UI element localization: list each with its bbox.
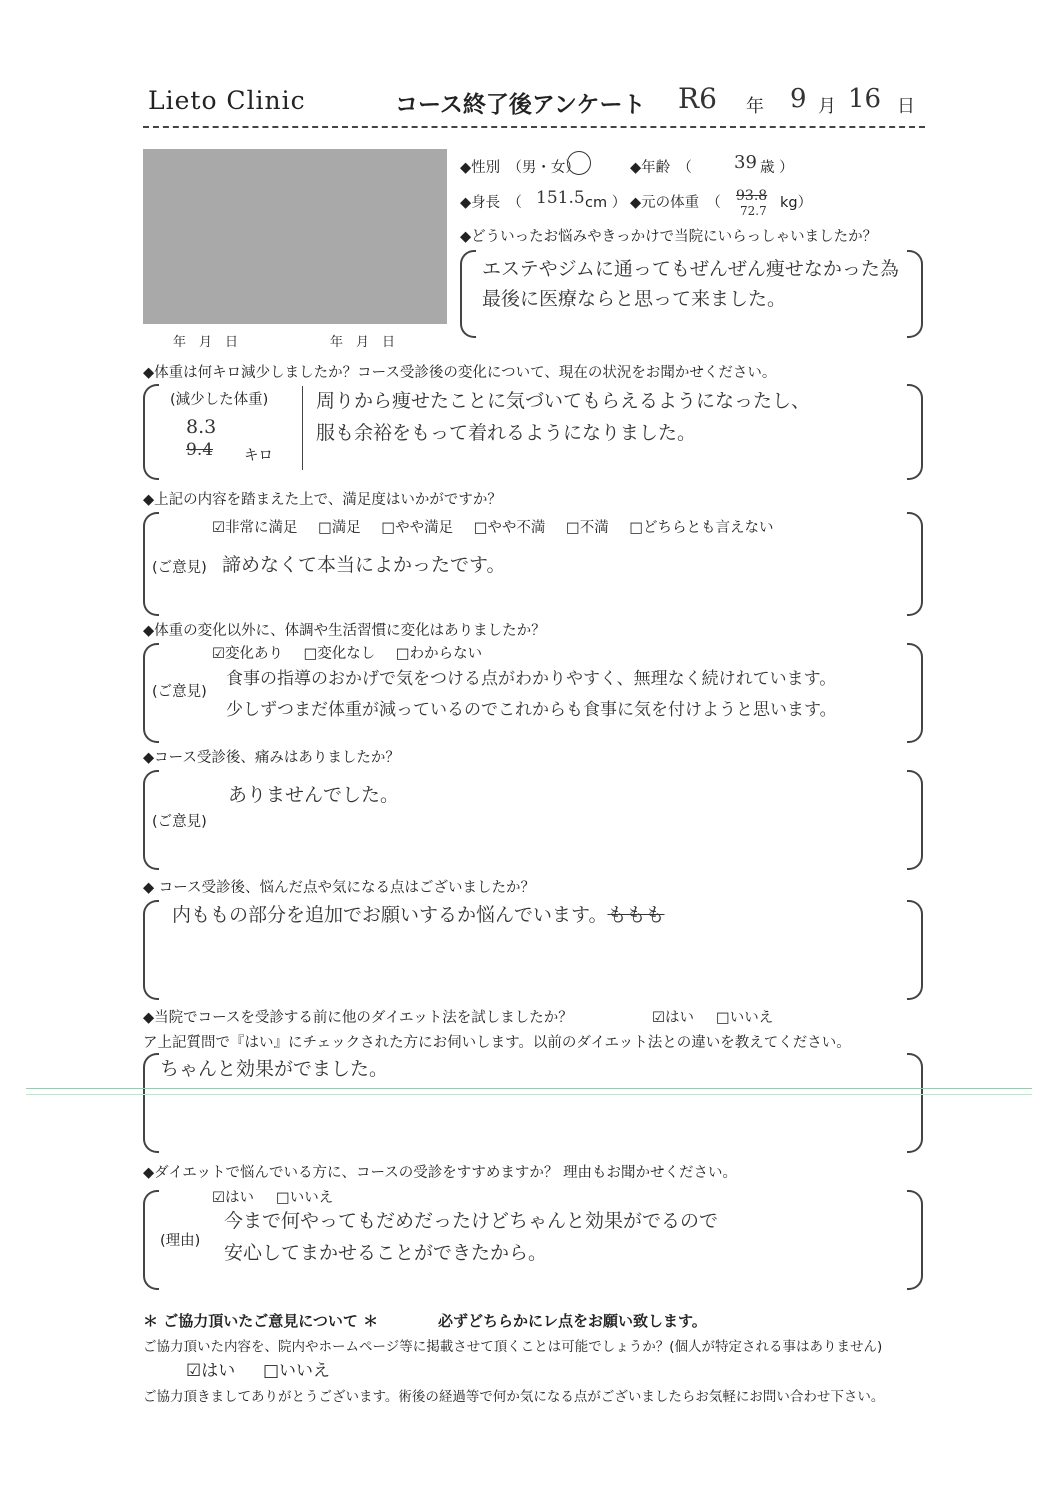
footer-yes[interactable]: ☑はい xyxy=(186,1361,236,1381)
other-diet-answer: ちゃんと効果がでました。 xyxy=(160,1058,389,1080)
recommend-bracket-right xyxy=(907,1190,923,1290)
other-diet-yes[interactable]: ☑はい xyxy=(652,1010,694,1026)
change-question: ◆体重の変化以外に、体調や生活習慣に変化はありましたか？ xyxy=(143,623,546,639)
change-opinion-label: (ご意見) xyxy=(152,684,207,700)
concern-bracket-right xyxy=(907,900,923,1000)
satisfaction-option-very-satisfied[interactable]: ☑非常に満足 xyxy=(212,520,298,536)
age-value: 39 xyxy=(734,152,757,173)
concern-question: ◆ コース受診後、悩んだ点や気になる点はございましたか？ xyxy=(143,880,536,896)
concern-bracket-left xyxy=(143,900,159,1000)
reason-question: ◆どういったお悩みやきっかけで当院にいらっしゃいましたか？ xyxy=(460,229,878,245)
satisfaction-option-somewhat-dissatisfied[interactable]: □やや不満 xyxy=(473,520,546,536)
weight-divider xyxy=(302,386,303,470)
change-option-unknown[interactable]: □わからない xyxy=(395,646,483,662)
other-diet-no[interactable]: □いいえ xyxy=(716,1010,774,1026)
change-bracket-right xyxy=(907,643,923,743)
weight-bracket-right xyxy=(907,384,923,480)
pain-bracket-right xyxy=(907,770,923,870)
header-divider xyxy=(143,126,925,128)
weight-loss-unit: キロ xyxy=(244,448,273,464)
date-day-label: 日 xyxy=(897,96,915,117)
weight-question: ◆体重は何キロ減少しましたか？コース受診後の変化について、現在の状況をお聞かせください。 xyxy=(143,365,777,381)
reason-bracket-left xyxy=(460,250,476,338)
photo-date-1: 年 月 日 xyxy=(173,335,239,350)
recommend-bracket-left xyxy=(143,1190,159,1290)
height-value: 151.5 xyxy=(536,188,585,208)
other-diet-subquestion: ア上記質問で『はい』にチェックされた方にお伺いします。以前のダイエット法との違いを教えてください。 xyxy=(143,1035,851,1051)
height-unit: cm ） xyxy=(585,195,627,211)
age-label: ◆年齢 （ xyxy=(630,160,692,176)
weight-value: 72.7 xyxy=(740,204,767,218)
other-diet-bracket-left xyxy=(143,1053,159,1153)
recommend-answer-2: 安心してまかせることができたから。 xyxy=(224,1242,548,1264)
weight-value-struck: 93.8 xyxy=(736,188,768,204)
other-diet-bracket-right xyxy=(907,1053,923,1153)
date-year-label: 年 xyxy=(746,96,764,117)
recommend-answer-1: 今まで何やってもだめだったけどちゃんと効果がでるので xyxy=(224,1210,719,1232)
concern-answer-text: 内ももの部分を追加でお願いするか悩んでいます。 xyxy=(172,904,608,926)
gender-label: ◆性別 （男・女） xyxy=(460,160,580,176)
satisfaction-bracket-right xyxy=(907,512,923,616)
gender-female-circle xyxy=(567,151,591,175)
date-era: R6 xyxy=(678,82,717,115)
footer-question: ご協力頂いた内容を、院内やホームページ等に掲載させて頂くことは可能でしょうか？(個人が特定される事はありません) xyxy=(143,1339,883,1355)
scan-line xyxy=(26,1088,1032,1089)
satisfaction-options xyxy=(212,516,790,537)
date-month: 9 xyxy=(790,84,807,114)
pain-question: ◆コース受診後、痛みはありましたか？ xyxy=(143,750,400,766)
weight-bracket-left xyxy=(143,384,159,480)
recommend-yes[interactable]: ☑はい xyxy=(212,1190,254,1206)
date-day: 16 xyxy=(848,84,882,114)
reason-answer-2: 最後に医療ならと思って来ました。 xyxy=(482,288,787,310)
weight-loss-label: (減少した体重) xyxy=(170,392,269,408)
satisfaction-opinion-label: (ご意見) xyxy=(152,560,207,576)
weight-loss-value-struck: 9.4 xyxy=(186,440,214,460)
height-label: ◆身長 （ xyxy=(460,195,522,211)
concern-answer xyxy=(172,900,665,927)
recommend-question: ◆ダイエットで悩んでいる方に、コースの受診をすすめますか？ 理由もお聞かせください。 xyxy=(143,1165,738,1181)
before-photo xyxy=(143,149,447,324)
footer-heading: ＊ ご協力頂いたご意見について ＊ xyxy=(143,1312,379,1330)
other-diet-question: ◆当院でコースを受診する前に他のダイエット法を試しましたか？ xyxy=(143,1010,573,1026)
survey-title: コース終了後アンケート xyxy=(395,92,646,118)
change-answer-1: 食事の指導のおかげで気をつける点がわかりやすく、無理なく続けれています。 xyxy=(226,669,837,689)
satisfaction-option-somewhat-satisfied[interactable]: □やや満足 xyxy=(381,520,454,536)
change-answer-2: 少しずつまだ体重が減っているのでこれからも食事に気を付けようと思います。 xyxy=(226,700,837,720)
weight-unit: kg） xyxy=(780,195,813,211)
change-option-no-change[interactable]: □変化なし xyxy=(303,646,376,662)
photo-date-2: 年 月 日 xyxy=(330,335,396,350)
pain-opinion-label: (ご意見) xyxy=(152,814,207,830)
recommend-no[interactable]: □いいえ xyxy=(276,1190,334,1206)
footer-thanks: ご協力頂きましてありがとうございます。術後の経過等で何か気になる点がございましたらお気軽にお問い合わせ下さい。 xyxy=(143,1389,885,1405)
concern-answer-struck: ももも xyxy=(607,904,665,926)
scan-line-2 xyxy=(26,1094,1032,1095)
satisfaction-option-dissatisfied[interactable]: □不満 xyxy=(566,520,609,536)
footer-no[interactable]: □いいえ xyxy=(263,1361,331,1381)
satisfaction-question: ◆上記の内容を踏まえた上で、満足度はいかがですか？ xyxy=(143,492,502,508)
age-unit: 歳 ） xyxy=(760,160,794,176)
weight-answer-2: 服も余裕をもって着れるようになりました。 xyxy=(316,422,697,444)
satisfaction-option-neutral[interactable]: □どちらとも言えない xyxy=(629,520,774,536)
weight-label: ◆元の体重 （ xyxy=(630,195,721,211)
clinic-name: Lieto Clinic xyxy=(148,86,306,115)
date-month-label: 月 xyxy=(818,96,836,117)
pain-answer: ありませんでした。 xyxy=(228,784,400,806)
satisfaction-answer: 諦めなくて本当によかったです。 xyxy=(222,554,506,576)
weight-answer-1: 周りから痩せたことに気づいてもらえるようになったし、 xyxy=(316,390,811,412)
weight-loss-value: 8.3 xyxy=(186,416,217,438)
recommend-reason-label: (理由) xyxy=(160,1233,201,1249)
reason-answer-1: エステやジムに通ってもぜんぜん痩せなかった為 xyxy=(482,258,899,280)
reason-bracket-right xyxy=(907,250,923,338)
footer-note: 必ずどちらかにレ点をお願い致します。 xyxy=(438,1312,707,1330)
change-options xyxy=(212,642,498,663)
change-option-changed[interactable]: ☑変化あり xyxy=(212,646,283,662)
satisfaction-option-satisfied[interactable]: □満足 xyxy=(318,520,361,536)
